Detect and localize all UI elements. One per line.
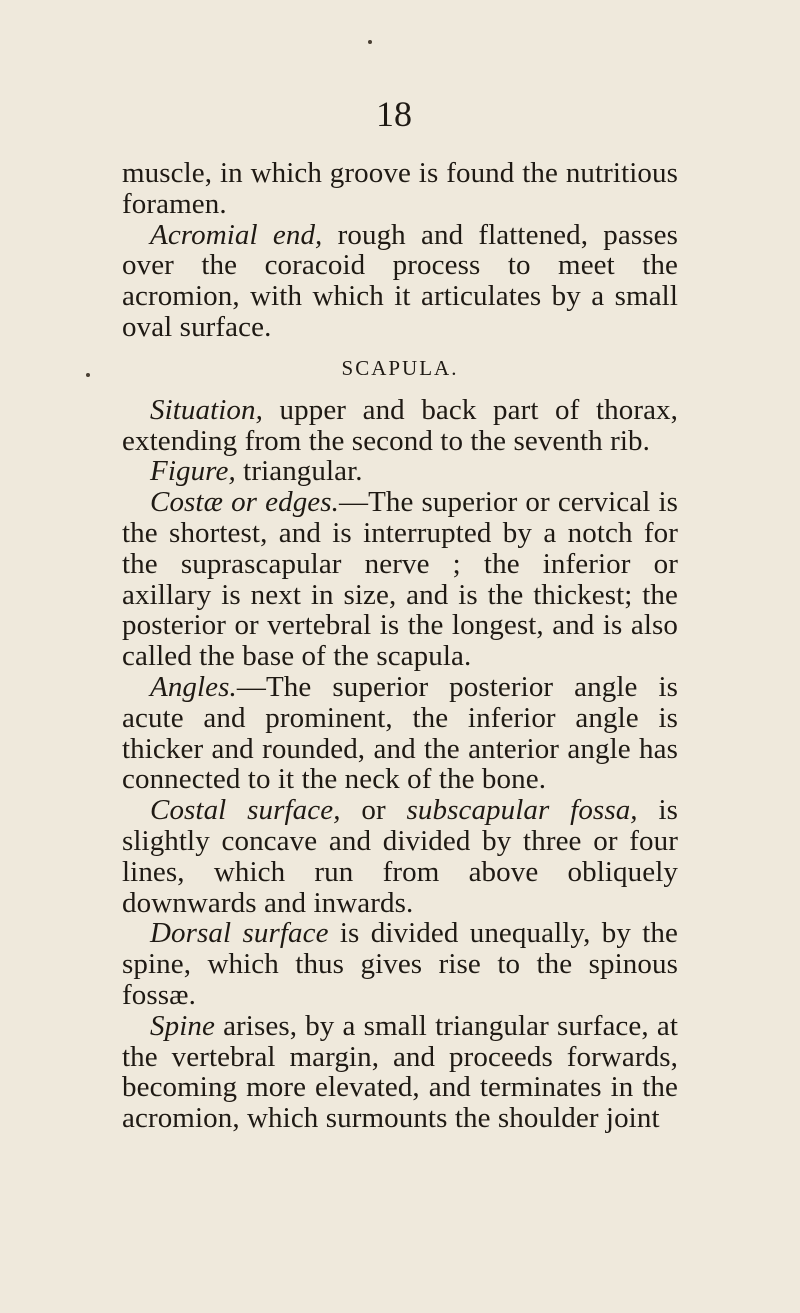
paragraph-situation [122, 395, 678, 457]
paragraph-costae [122, 487, 678, 672]
paragraph-text: or [340, 794, 407, 827]
page-number: 18 [376, 94, 412, 134]
paragraph-lead: Angles. [150, 670, 237, 703]
paragraph-lead: Figure, [150, 455, 236, 488]
paragraph-lead: Dorsal surface [150, 917, 329, 950]
paragraph-text: triangular. [235, 455, 363, 488]
paragraph-lead: Acromial end, [150, 218, 323, 251]
paragraph-lead-secondary: subscapular fossa, [406, 794, 638, 827]
paragraph-acromial-end [122, 220, 678, 343]
paragraph-text: —The superior posterior angle is acute and prominent, the inferior angle is thicker and rounded, and the anterior angle has connected to it the neck of the bone. [122, 670, 678, 796]
paragraph-text: upper and back part of thorax, extending from the second to the seventh rib. [122, 393, 678, 457]
ink-speck [86, 373, 90, 377]
paragraph-lead: Costal surface, [150, 794, 341, 827]
paragraph-lead: Situation, [150, 393, 263, 426]
paragraph-costal-surface [122, 795, 678, 918]
section-heading: SCAPULA. [341, 355, 459, 380]
paragraph-text-secondary: is slightly concave and divided by three or four lines, which run from above obliquely downwards and inwards. [122, 794, 678, 919]
paragraph-lead: Spine [150, 1009, 215, 1042]
paragraph-text: muscle, in which groove is found the nutritious foramen. [122, 157, 678, 220]
paragraph-text: —The superior or cervical is the shortest, and is interrupted by a notch for the suprascapular nerve ; the inferior or axillary is next in size, and is the thickest; the posterior or vertebral is the longest, and is also called the base of the scapula. [122, 486, 678, 673]
paragraph-angles [122, 672, 678, 795]
paragraph-dorsal-surface [122, 918, 678, 1010]
paragraph-text: arises, by a small triangular surface, at the vertebral margin, and proceeds forwards, becoming more elevated, and terminates in the acromion, which surmounts the shoulder joint [122, 1009, 678, 1135]
paragraph-clavicle-continued [122, 158, 678, 220]
paragraph-lead: Costæ or edges. [150, 486, 339, 519]
paragraph-spine [122, 1011, 678, 1134]
ink-speck [368, 40, 372, 44]
paragraph-figure [122, 456, 678, 487]
paragraph-text: is divided unequally, by the spine, which thus gives rise to the spinous fossæ. [122, 917, 678, 1011]
paragraph-text: rough and flattened, passes over the coracoid process to meet the acromion, with which it articulates by a small oval surface. [122, 218, 679, 343]
body-text [122, 158, 678, 1134]
